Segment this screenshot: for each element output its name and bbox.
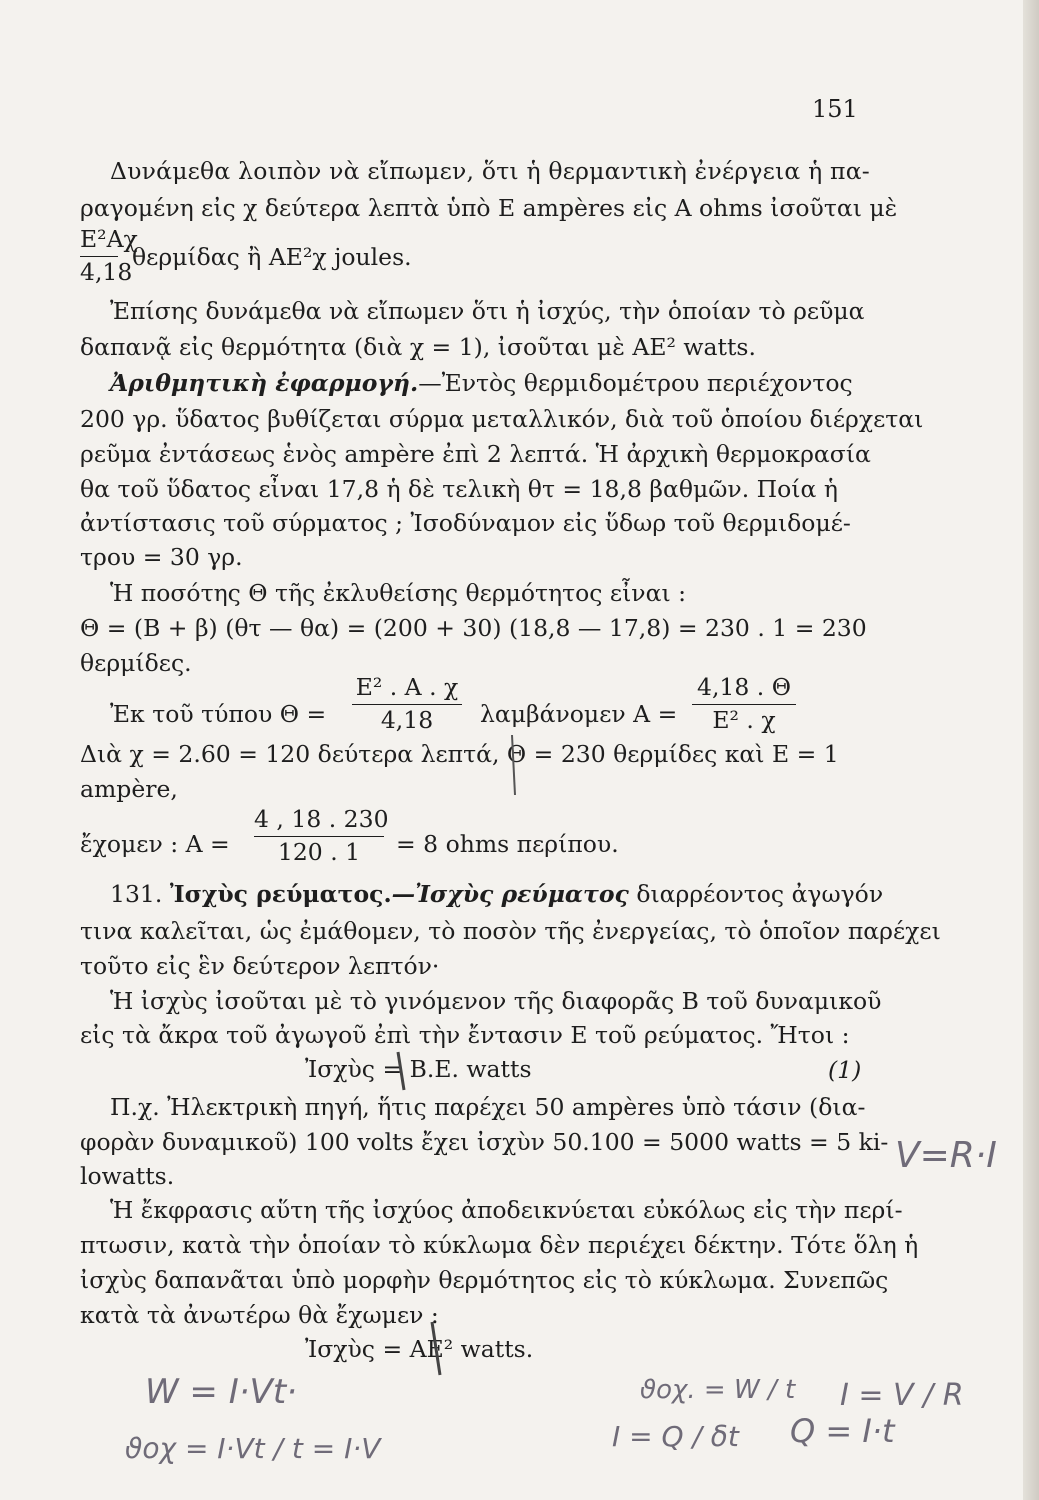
- section-number: 131.: [110, 880, 163, 908]
- pencil-stroke-be: [398, 1052, 404, 1090]
- text-line-29: πτωσιν, κατὰ τὴν ὁποίαν τὸ κύκλωμα δὲν περιέχει δέκτην. Τότε ὅλη ἡ: [80, 1231, 919, 1259]
- result-suffix: = 8 ohms περίπου.: [396, 830, 619, 858]
- formula-prefix: Ἐκ τοῦ τύπου Θ =: [110, 700, 327, 728]
- section-heading-power: Ἰσχὺς ρεύματος.: [169, 880, 392, 908]
- section-heading-arithmetic-application: Ἀριθμητικὴ ἐφαρμογή.: [110, 369, 419, 397]
- text-line-12: Ἡ ποσότης Θ τῆς ἐκλυθείσης θερμότητος εἶναι :: [110, 579, 687, 607]
- section-131-line: 131. Ἰσχὺς ρεύματος.—Ἰσχὺς ρεύματος διαρρέοντος ἀγωγόν: [110, 880, 884, 908]
- text-line-6: Ἀριθμητικὴ ἐφαρμογή.—Ἐντὸς θερμιδομέτρου περιέχοντος: [110, 369, 853, 397]
- equation-theta: Θ = (Β + β) (θτ — θα) = (200 + 30) (18,8 — 17,8) = 230 . 1 = 230: [80, 614, 867, 642]
- text-line-21: τοῦτο εἰς ἓν δεύτερον λεπτόν·: [80, 952, 440, 980]
- pencil-stroke-theta: [512, 735, 515, 795]
- text-line-20: τινα καλεῖται, ὡς ἐμάθομεν, τὸ ποσὸν τῆς ἐνεργείας, τὸ ὁποῖον παρέχει: [80, 917, 941, 945]
- handwriting-power-derivation: ϑοχ = I·Vt / t = I·V: [125, 1432, 381, 1465]
- text-line-27: lowatts.: [80, 1162, 175, 1190]
- text-line-7: 200 γρ. ὕδατος βυθίζεται σύρμα μεταλλικόν, διὰ τοῦ ὁποίου διέρχεται: [80, 405, 924, 433]
- equation-number: (1): [828, 1056, 862, 1084]
- formula-mid: λαμβάνομεν Α =: [480, 700, 678, 728]
- handwriting-work-formula: W = I·Vt·: [145, 1372, 297, 1412]
- text-line-26: φορὰν δυναμικοῦ) 100 volts ἔχει ἰσχὺν 50.100 = 5000 watts = 5 ki-: [80, 1128, 889, 1156]
- text-line-11: τρου = 30 γρ.: [80, 543, 243, 571]
- text-line-30: ἰσχὺς δαπανᾶται ὑπὸ μορφὴν θερμότητος εἰς τὸ κύκλωμα. Συνεπῶς: [80, 1266, 889, 1294]
- handwriting-charge-formula: Q = I·t: [790, 1412, 895, 1450]
- text-line-22: Ἡ ἰσχὺς ἰσοῦται μὲ τὸ γινόμενον τῆς διαφορᾶς Β τοῦ δυναμικοῦ: [110, 987, 882, 1015]
- text-line-10: ἀντίστασις τοῦ σύρματος ; Ἰσοδύναμον εἰς ὕδωρ τοῦ θερμιδομέ-: [80, 509, 851, 537]
- handwriting-ohms-law: V=R·I: [895, 1135, 997, 1176]
- fraction-A: 4,18 . Θ Ε² . χ: [692, 676, 796, 732]
- fraction-result: 4 , 18 . 230 120 . 1: [254, 805, 389, 866]
- text-line-9: θα τοῦ ὕδατος εἶναι 17,8 ἡ δὲ τελικὴ θτ = 18,8 βαθμῶν. Ποία ἡ: [80, 475, 838, 503]
- fraction-denominator: 4,18: [80, 257, 133, 286]
- text-line-31: κατὰ τὰ ἀνωτέρω θὰ ἔχωμεν :: [80, 1301, 439, 1329]
- pencil-stroke-ae2: [432, 1322, 440, 1375]
- text-line-1: Δυνάμεθα λοιπὸν νὰ εἴπωμεν, ὅτι ἡ θερμαντικὴ ἐνέργεια ἡ πα-: [110, 157, 870, 185]
- text-line-8: ρεῦμα ἐντάσεως ἑνὸς ampère ἐπὶ 2 λεπτά. Ἡ ἀρχικὴ θερμοκρασία: [80, 440, 871, 468]
- text-line-28: Ἡ ἔκφρασις αὕτη τῆς ἰσχύος ἀποδεικνύεται εὐκόλως εἰς τὴν περί-: [110, 1196, 903, 1224]
- equation-power-2: Ἰσχὺς = ΑΕ² watts.: [305, 1335, 534, 1363]
- text-line-4: Ἐπίσης δυνάμεθα νὰ εἴπωμεν ὅτι ἡ ἰσχύς, τὴν ὁποίαν τὸ ρεῦμα: [110, 297, 865, 325]
- text-line-23: εἰς τὰ ἄκρα τοῦ ἀγωγοῦ ἐπὶ τὴν ἔντασιν Ε τοῦ ρεύματος. Ἤτοι :: [80, 1021, 850, 1049]
- result-prefix: ἔχομεν : Α =: [80, 830, 230, 858]
- fraction-numerator: Ε²Αχ: [80, 225, 138, 253]
- handwriting-charge-current: I = Q / δt: [612, 1420, 739, 1453]
- text-line-2: ραγομένη εἰς χ δεύτερα λεπτὰ ὑπὸ Ε ampères εἰς Α ohms ἰσοῦται μὲ: [80, 194, 898, 222]
- text-line-17: ampère,: [80, 775, 178, 803]
- handwriting-power-w-over-t: ϑοχ. = W / t: [640, 1375, 796, 1405]
- text-line-16: Διὰ χ = 2.60 = 120 δεύτερα λεπτά, Θ = 230 θερμίδες καὶ Ε = 1: [80, 740, 839, 768]
- handwriting-current-formula: I = V / R: [840, 1378, 964, 1413]
- equation-power-1: Ἰσχὺς = Β.Ε. watts: [305, 1055, 532, 1083]
- text-line-25: Π.χ. Ἠλεκτρικὴ πηγή, ἥτις παρέχει 50 ampères ὑπὸ τάσιν (δια-: [110, 1093, 866, 1121]
- fraction-E2Ax-over-4-18-b: Ε² . Α . χ 4,18: [352, 676, 462, 732]
- text-line-3: θερμίδας ἢ ΑΕ²χ joules.: [132, 243, 412, 271]
- text-line-14: θερμίδες.: [80, 649, 192, 677]
- text-line-5: δαπανᾷ εἰς θερμότητα (διὰ χ = 1), ἰσοῦται μὲ ΑΕ² watts.: [80, 333, 756, 361]
- page-number: 151: [812, 95, 858, 123]
